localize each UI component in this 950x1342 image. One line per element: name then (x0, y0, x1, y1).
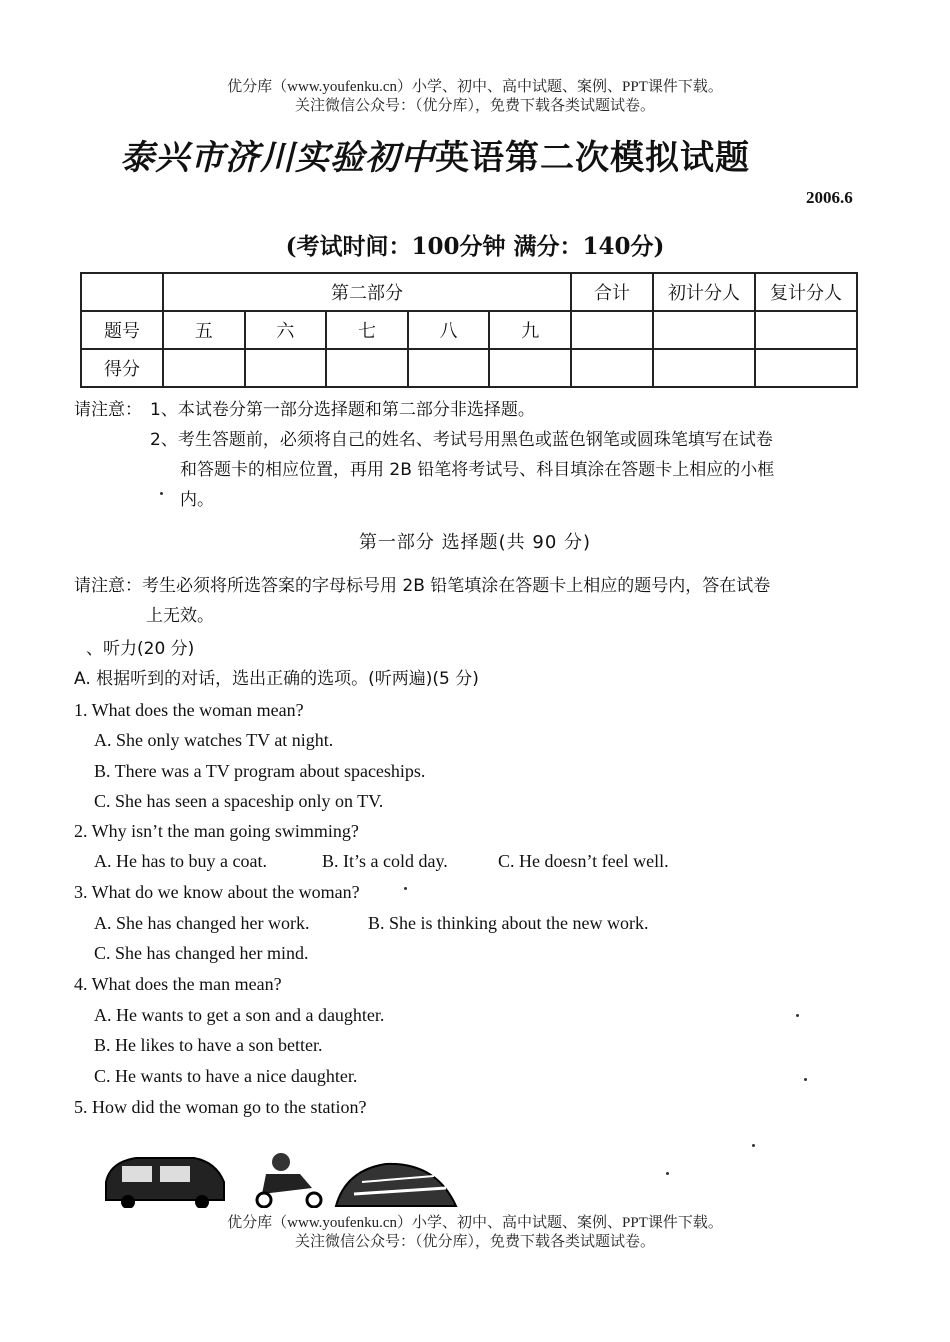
score-cell-second[interactable] (755, 349, 857, 387)
score-cell-5[interactable] (163, 349, 245, 387)
score-table (80, 272, 858, 388)
section-5: 五 (163, 311, 245, 349)
note-item-2-line1: 2、考生答题前，必须将自己的姓名、考试号用黑色或蓝色钢笔或圆珠笔填写在试卷 (150, 430, 773, 450)
exam-date: 2006.6 (806, 188, 853, 207)
bicycle-rider-picture (257, 1153, 321, 1207)
question-4-option-a: A. He wants to get a son and a daughter. (94, 1005, 385, 1025)
question-1-option-c: C. She has seen a spaceship only on TV. (94, 791, 384, 811)
car-picture (106, 1158, 224, 1208)
question-3-option-c: C. She has changed her mind. (94, 943, 309, 963)
question-5-stem: 5. How did the woman go to the station? (74, 1097, 367, 1117)
notes-prefix: 请注意： (74, 400, 142, 420)
section-9: 九 (489, 311, 571, 349)
exam-title (120, 130, 750, 179)
score-table-corner (81, 273, 163, 311)
listening-section-title: 、听力(20 分) (86, 639, 195, 659)
question-4-option-c: C. He wants to have a nice daughter. (94, 1066, 358, 1086)
question-2-option-c: C. He doesn’t feel well. (498, 851, 669, 871)
note-item-2-line2: 和答题卡的相应位置，再用 2B 铅笔将考试号、科目填涂在答题卡上相应的小框 (180, 460, 775, 480)
first-grader-cell[interactable] (653, 311, 755, 349)
note-item-2-line3: 内。 (180, 490, 214, 510)
first-grader-header: 初计分人 (653, 273, 755, 311)
note-item-1: 1、本试卷分第一部分选择题和第二部分非选择题。 (150, 400, 535, 420)
watermark-top-line2: 关注微信公众号：（优分库），免费下载各类试题试卷。 (294, 98, 655, 114)
score-label: 得分 (81, 349, 163, 387)
scan-speck (752, 1144, 755, 1147)
watermark-top-line1: 优分库（www.youfenku.cn）小学、初中、高中试题、案例、PPT课件下载。 (227, 79, 723, 95)
part1-notice-line1: 请注意：考生必须将所选答案的字母标号用 2B 铅笔填涂在答题卡上相应的题号内，答在试卷 (74, 576, 771, 596)
score-cell-6[interactable] (245, 349, 327, 387)
question-2-option-b: B. It’s a cold day. (322, 851, 448, 871)
score-cell-8[interactable] (408, 349, 490, 387)
scan-speck (666, 1172, 669, 1175)
question-5-pictures (86, 1148, 466, 1208)
question-2-stem: 2. Why isn’t the man going swimming? (74, 821, 359, 841)
question-1-option-a: A. She only watches TV at night. (94, 730, 334, 750)
part1-heading: 第一部分 选择题(共 90 分) (358, 532, 592, 553)
scan-speck (404, 887, 407, 890)
scan-speck (160, 492, 163, 495)
question-4-option-b: B. He likes to have a son better. (94, 1035, 323, 1055)
school-name: 泰兴市济川实验初中 (120, 138, 435, 178)
total-cell[interactable] (571, 311, 653, 349)
exam-subtitle: (考试时间：100分钟 满分：140分) (285, 233, 665, 260)
question-number-label: 题号 (81, 311, 163, 349)
question-1-stem: 1. What does the woman mean? (74, 700, 304, 720)
watermark-bottom-line2: 关注微信公众号：（优分库），免费下载各类试题试卷。 (294, 1234, 655, 1250)
part1-notice-line2: 上无效。 (146, 606, 214, 626)
part2-header: 第二部分 (163, 273, 571, 311)
score-cell-first[interactable] (653, 349, 755, 387)
question-4-stem: 4. What does the man mean? (74, 974, 282, 994)
exam-name: 英语第二次模拟试题 (435, 138, 750, 178)
section-7: 七 (326, 311, 408, 349)
second-grader-cell[interactable] (755, 311, 857, 349)
listening-sub-a: A. 根据听到的对话，选出正确的选项。(听两遍)(5 分) (74, 669, 479, 689)
score-cell-total[interactable] (571, 349, 653, 387)
total-header: 合计 (571, 273, 653, 311)
question-1-option-b: B. There was a TV program about spaceships. (94, 761, 426, 781)
question-3-stem: 3. What do we know about the woman? (74, 882, 360, 902)
question-3-option-b: B. She is thinking about the new work. (368, 913, 649, 933)
question-3-option-a: A. She has changed her work. (94, 913, 310, 933)
score-cell-7[interactable] (326, 349, 408, 387)
scan-speck (804, 1078, 807, 1081)
second-grader-header: 复计分人 (755, 273, 857, 311)
score-cell-9[interactable] (489, 349, 571, 387)
scan-speck (796, 1014, 799, 1017)
bus-picture (336, 1164, 456, 1206)
section-6: 六 (245, 311, 327, 349)
watermark-bottom-line1: 优分库（www.youfenku.cn）小学、初中、高中试题、案例、PPT课件下载。 (227, 1215, 723, 1231)
section-8: 八 (408, 311, 490, 349)
question-2-option-a: A. He has to buy a coat. (94, 851, 267, 871)
